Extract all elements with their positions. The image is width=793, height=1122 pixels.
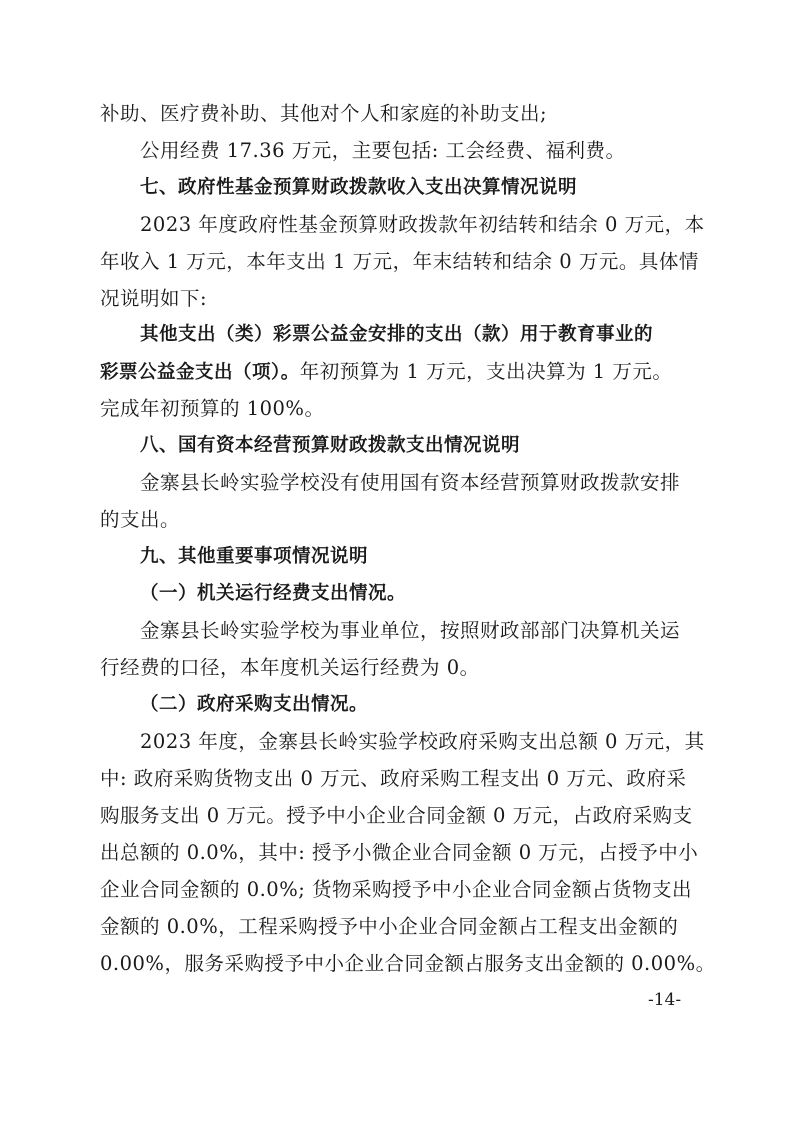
bold-text-span: 彩票公益金支出（项）。 bbox=[100, 362, 300, 383]
section-heading: 八、国有资本经营预算财政拨款支出情况说明 bbox=[140, 435, 521, 456]
body-text-line: 金寨县长岭实验学校为事业单位，按照财政部部门决算机关运 bbox=[140, 619, 681, 642]
page-number: -14- bbox=[648, 990, 682, 1010]
section-heading: 九、其他重要事项情况说明 bbox=[140, 546, 369, 567]
body-text-line: 0.00%，服务采购授予中小企业合同金额占服务支出金额的 0.00%。 bbox=[100, 952, 716, 975]
section-heading: 七、政府性基金预算财政拨款收入支出决算情况说明 bbox=[140, 177, 578, 198]
body-text-line: 行经费的口径，本年度机关运行经费为 0。 bbox=[100, 656, 480, 679]
body-text-line: 购服务支出 0 万元。授予中小企业合同金额 0 万元，占政府采购支 bbox=[100, 804, 693, 827]
body-text-line: 况说明如下: bbox=[100, 287, 208, 310]
body-text-line: 金寨县长岭实验学校没有使用国有资本经营预算财政拨款安排 bbox=[140, 471, 681, 494]
body-text-line: 企业合同金额的 0.0%; 货物采购授予中小企业合同金额占货物支出 bbox=[100, 878, 693, 901]
body-text-span: 年初预算为 1 万元，支出决算为 1 万元。 bbox=[299, 360, 673, 383]
body-text-line: 金额的 0.0%，工程采购授予中小企业合同金额占工程支出金额的 bbox=[100, 915, 679, 938]
bold-text-line: 其他支出（类）彩票公益金安排的支出（款）用于教育事业的 bbox=[140, 324, 654, 345]
body-text-line: 中: 政府采购货物支出 0 万元、政府采购工程支出 0 万元、政府采 bbox=[100, 767, 687, 790]
body-text-line: 补助、医疗费补助、其他对个人和家庭的补助支出; bbox=[100, 102, 548, 125]
body-text-line: 公用经费 17.36 万元，主要包括: 工会经费、福利费。 bbox=[140, 139, 626, 162]
subsection-heading: （二）政府采购支出情况。 bbox=[140, 694, 369, 715]
body-text-line: 完成年初预算的 100%。 bbox=[100, 397, 325, 420]
subsection-heading: （一）机关运行经费支出情况。 bbox=[140, 583, 407, 604]
body-text-line: 2023 年度，金寨县长岭实验学校政府采购支出总额 0 万元，其 bbox=[140, 730, 705, 753]
body-text-line: 出总额的 0.0%，其中: 授予小微企业合同金额 0 万元，占授予中小 bbox=[100, 841, 699, 864]
body-text-line: 年收入 1 万元，本年支出 1 万元，年末结转和结余 0 万元。具体情 bbox=[100, 250, 699, 273]
mixed-text-line bbox=[100, 358, 710, 387]
body-text-line: 的支出。 bbox=[100, 508, 181, 531]
body-text-line: 2023 年度政府性基金预算财政拨款年初结转和结余 0 万元，本 bbox=[140, 213, 705, 236]
